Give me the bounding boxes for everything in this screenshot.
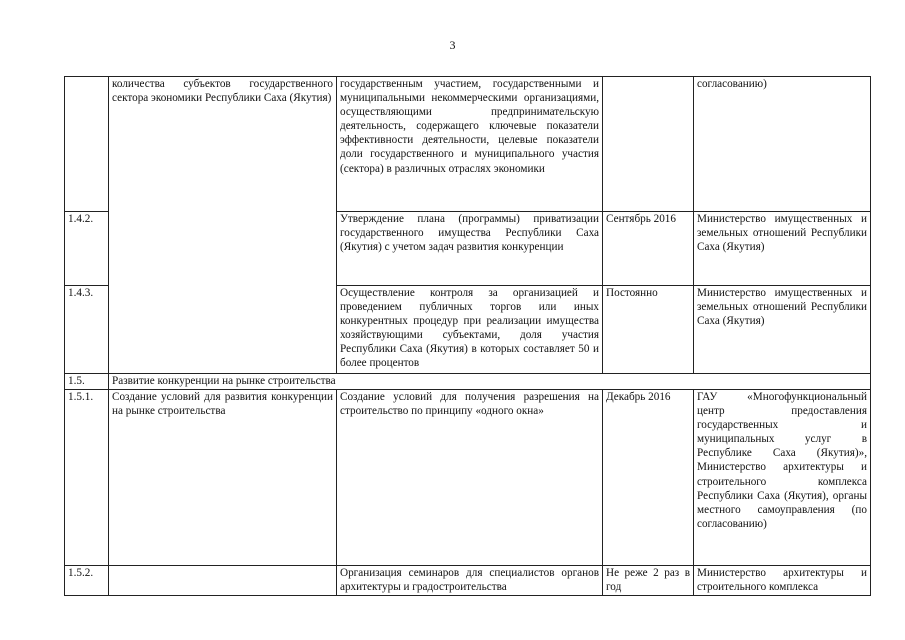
section-number: 1.5.	[65, 374, 109, 390]
measure-cell: Организация семинаров для специалистов органов архитектуры и градостроительства	[337, 566, 603, 596]
deadline-cell	[603, 77, 694, 212]
table-row	[65, 566, 871, 596]
row-number	[65, 77, 109, 212]
measures-table	[64, 76, 871, 596]
deadline-cell: Сентябрь 2016	[603, 212, 694, 286]
page-number: 3	[449, 38, 456, 52]
table-row	[65, 390, 871, 566]
measure-cell: Утверждение плана (программы) приватизации государственного имущества Республики Саха (Якутия) с учетом задач развития конкуренции	[337, 212, 603, 286]
row-number: 1.5.1.	[65, 390, 109, 566]
measure-cell: Создание условий для получения разрешения на строительство по принципу «одного окна»	[337, 390, 603, 566]
executor-cell: Министерство имущественных и земельных отношений Республики Саха (Якутия)	[694, 286, 871, 374]
deadline-cell: Не реже 2 раз в год	[603, 566, 694, 596]
executor-cell: согласованию)	[694, 77, 871, 212]
section-row	[65, 374, 871, 390]
section-title: Развитие конкуренции на рынке строительства	[109, 374, 871, 390]
executor-cell: Министерство имущественных и земельных отношений Республики Саха (Якутия)	[694, 212, 871, 286]
goal-cell: Создание условий для развития конкуренции на рынке строительства	[109, 390, 337, 566]
deadline-cell: Декабрь 2016	[603, 390, 694, 566]
goal-cell	[109, 566, 337, 596]
row-number: 1.5.2.	[65, 566, 109, 596]
goal-cell: количества субъектов государственного сектора экономики Республики Саха (Якутия)	[109, 77, 337, 374]
executor-cell: Министерство архитектуры и строительного комплекса	[694, 566, 871, 596]
row-number: 1.4.3.	[65, 286, 109, 374]
executor-cell: ГАУ «Многофункциональный центр предоставления государственных и муниципальных услуг в Республике Саха (Якутия)», Министерство архитектуры и строительного комплекса Республики Саха (Якутия), органы местного самоуправления (по согласованию)	[694, 390, 871, 566]
measure-cell: Осуществление контроля за организацией и проведением публичных торгов или иных конкурентных процедур при реализации имущества хозяйствующими субъектами, доля участия Республики Саха (Якутия) в которых составляет 50 и более процентов	[337, 286, 603, 374]
deadline-cell: Постоянно	[603, 286, 694, 374]
row-number: 1.4.2.	[65, 212, 109, 286]
table-row	[65, 77, 871, 212]
measure-cell: государственным участием, государственными и муниципальными некоммерческими организациями, осуществляющими предпринимательскую деятельность, содержащего ключевые показатели эффективности деятельности, целевые показатели доли государственного и муниципального участия (сектора) в различных отраслях экономики	[337, 77, 603, 212]
